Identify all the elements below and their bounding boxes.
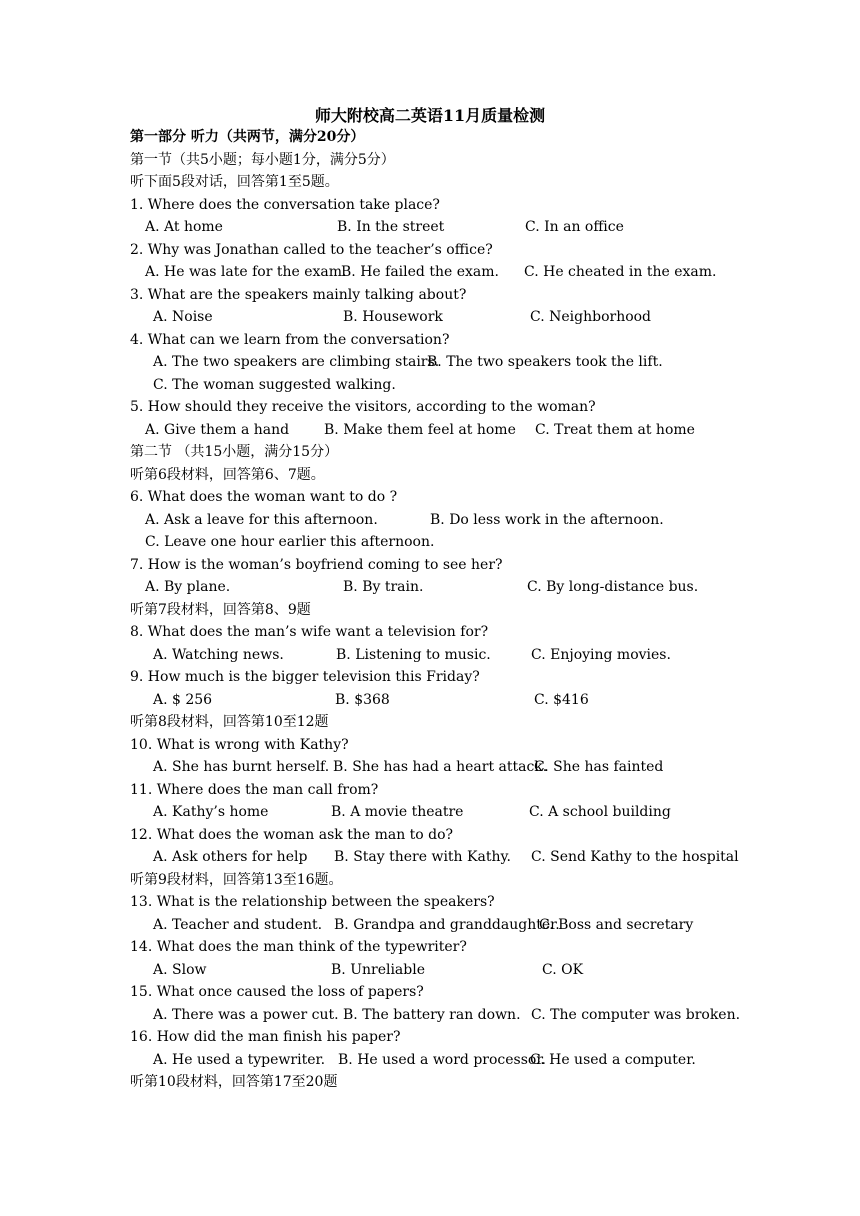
answer-option: B. Do less work in the afternoon. [430,511,664,528]
text-line [0,1026,860,1049]
answer-option: A. Ask others for help [153,849,308,865]
answer-option: C. In an office [525,219,624,235]
text-segment: 13. What is the relationship between the speakers? [130,894,495,910]
answer-option: A. Kathy’s home [153,804,269,820]
text-segment: 第一部分 听力（共两节，满分20分） [130,129,365,145]
text-segment: 8. What does the man’s wife want a television for? [130,624,489,640]
answer-option: B. Stay there with Kathy. [334,849,511,865]
answer-option: A. The two speakers are climbing stairs. [153,354,440,370]
text-segment: 听第8段材料，回答第10至12题 [130,714,329,730]
text-line [0,576,860,599]
answer-option: A. At home [145,219,223,235]
answer-option: B. The battery ran down. [343,1006,521,1023]
answer-option: A. $ 256 [153,691,213,708]
answer-option: C. Neighborhood [530,309,652,325]
answer-option: A. By plane. [145,579,231,595]
text-line [0,1071,860,1094]
answer-option: B. In the street [337,219,445,235]
answer-option: B. He used a word processor. [338,1051,546,1068]
text-line [0,981,860,1004]
text-segment: 5. How should they receive the visitors, according to the woman? [130,399,596,415]
answer-option: A. He used a typewriter. [153,1051,326,1068]
text-segment: C. Leave one hour earlier this afternoon. [145,534,435,550]
text-line [0,419,860,442]
text-line [0,756,860,779]
answer-option: C. He used a computer. [530,1051,696,1068]
text-segment: 10. What is wrong with Kathy? [130,736,349,753]
text-line [0,194,860,217]
answer-option: A. Give them a hand [145,421,290,438]
answer-option: C. She has fainted [534,759,664,775]
text-line [0,936,860,959]
text-segment: 11. Where does the man call from? [130,781,379,798]
text-segment: 7. How is the woman’s boyfriend coming to see her? [130,556,503,573]
text-line [0,644,860,667]
text-line [0,599,860,622]
text-segment: 2. Why was Jonathan called to the teacher’s office? [130,241,493,258]
text-line [0,126,860,149]
answer-option: A. He was late for the exam. [145,264,347,280]
text-segment: 14. What does the man think of the typewriter? [130,939,467,955]
answer-option: B. She has had a heart attack. [333,759,548,775]
text-segment: 16. How did the man finish his paper? [130,1029,401,1045]
text-line [0,1049,860,1072]
answer-option: C. $416 [534,691,589,708]
text-segment: 1. Where does the conversation take place? [130,196,440,213]
text-line [0,711,860,734]
text-segment: 4. What can we learn from the conversation? [130,331,450,348]
text-segment: 9. How much is the bigger television this Friday? [130,669,480,685]
text-segment: 3. What are the speakers mainly talking about? [130,286,467,303]
text-segment: 听下面5段对话，回答第1至5题。 [130,174,339,190]
text-line [0,531,860,554]
text-line [0,239,860,262]
text-line [0,621,860,644]
text-line [0,351,860,374]
text-line [0,891,860,914]
text-line [0,396,860,419]
text-line [0,509,860,532]
text-segment: 听第6段材料，回答第6、7题。 [130,466,325,483]
text-line [0,284,860,307]
answer-option: C. Treat them at home [535,421,695,438]
text-line [0,779,860,802]
answer-option: C. Send Kathy to the hospital [531,849,739,865]
document-title: 师大附校高二英语11月质量检测 [314,106,546,125]
text-segment: 12. What does the woman ask the man to do? [130,826,454,843]
answer-option: A. Ask a leave for this afternoon. [145,511,378,528]
text-line [0,306,860,329]
answer-option: C. The computer was broken. [531,1006,741,1023]
text-line [0,914,860,937]
text-segment: 第一节（共5小题；每小题1分，满分5分） [130,151,395,168]
text-segment: 听第7段材料，回答第8、9题 [130,601,311,618]
answer-option: A. Watching news. [153,646,284,663]
text-line [0,554,860,577]
answer-option: B. $368 [335,691,390,708]
answer-option: B. Listening to music. [336,646,491,663]
answer-option: C. Boss and secretary [539,916,694,933]
answer-option: A. She has burnt herself. [153,759,330,775]
answer-option: B. Unreliable [331,961,426,978]
answer-option: A. Noise [153,309,213,325]
text-line [0,824,860,847]
answer-option: B. A movie theatre [331,804,464,820]
answer-option: A. Slow [153,961,207,978]
text-segment: 听第10段材料，回答第17至20题 [130,1074,338,1090]
answer-option: B. The two speakers took the lift. [427,354,663,370]
text-line [0,869,860,892]
text-line [0,666,860,689]
text-segment: 第二节 （共15小题，满分15分） [130,444,339,460]
answer-option: C. Enjoying movies. [531,646,671,663]
answer-option: B. He failed the exam. [341,264,499,280]
answer-option: C. OK [542,961,584,978]
text-line [0,846,860,869]
text-line [0,464,860,487]
text-line [0,171,860,194]
text-line [0,959,860,982]
text-line [0,1004,860,1027]
text-line [0,374,860,397]
answer-option: A. There was a power cut. [153,1006,339,1023]
text-line [0,216,860,239]
answer-option: B. By train. [343,579,424,595]
text-line [0,689,860,712]
answer-option: B. Make them feel at home [324,421,516,438]
text-segment: 15. What once caused the loss of papers? [130,984,424,1000]
answer-option: B. Grandpa and granddaughter. [334,916,560,933]
answer-option: C. He cheated in the exam. [524,264,717,280]
text-line [0,441,860,464]
text-segment: 6. What does the woman want to do ? [130,489,398,505]
text-line [0,261,860,284]
text-segment: C. The woman suggested walking. [153,376,396,393]
answer-option: C. By long-distance bus. [527,579,699,595]
answer-option: A. Teacher and student. [153,916,323,933]
text-line [0,149,860,172]
text-line [0,734,860,757]
text-segment: 听第9段材料，回答第13至16题。 [130,871,343,888]
answer-option: B. Housework [343,309,443,325]
text-line [0,801,860,824]
answer-option: C. A school building [529,804,671,820]
text-line [0,329,860,352]
text-line [0,486,860,509]
